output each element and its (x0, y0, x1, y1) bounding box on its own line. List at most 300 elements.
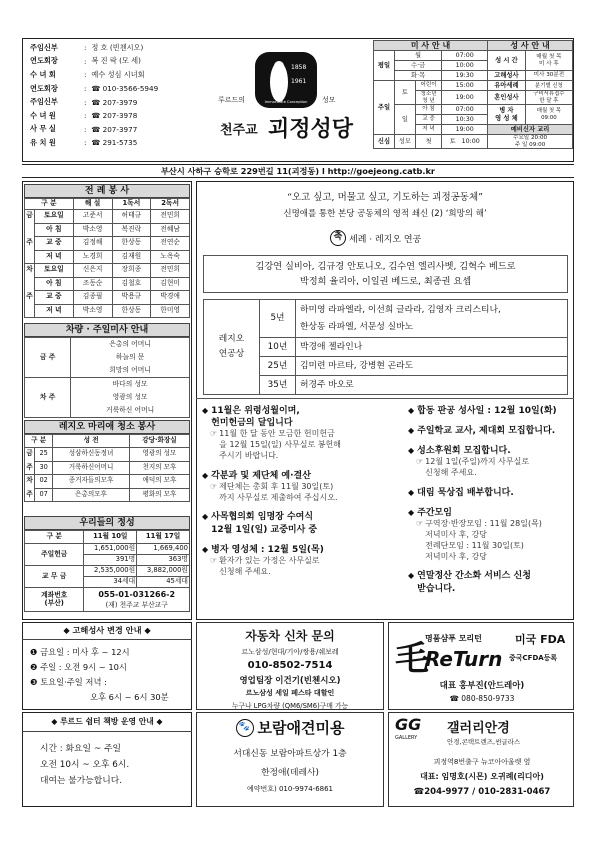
mass-row (374, 71, 573, 81)
sacrament-desc: 매월 첫 목 09:00 (525, 105, 572, 125)
staff-colon: : (84, 70, 87, 80)
cleaning-church: 은총의모후 (53, 488, 130, 502)
glasses-ad-rep: 대표: 임명호(시몬) 오귀례(리디아) (420, 772, 544, 781)
notice-item (408, 425, 572, 437)
offering-amount: 1,651,000원 (84, 544, 137, 555)
sunday-label: 주일 (374, 81, 395, 135)
liturgy-reader: 복진락 (112, 223, 151, 237)
notice-head (202, 544, 397, 556)
liturgy-reader: 박경애 (151, 291, 190, 305)
offering-count: 45세대 (137, 577, 190, 588)
glasses-ad (388, 712, 574, 807)
dog-icon: 🐾 (236, 719, 254, 737)
grooming-ad (196, 712, 384, 807)
hair-ad (388, 622, 574, 710)
notice-item (408, 405, 572, 417)
cleaning-group: 차 (25, 475, 35, 489)
grooming-ad-addr: 서대신동 보람아파트상가 1층 (233, 749, 347, 759)
diamond-bullet-icon: ◆ (202, 512, 209, 522)
liturgy-header: 구 분 (25, 199, 74, 210)
liturgy-reader: 장희종 (112, 264, 151, 278)
cleaning-date: 07 (35, 488, 53, 502)
vehicle-this-label: 금 주 (25, 338, 71, 378)
legio-table (203, 299, 568, 395)
notice-head (408, 425, 572, 437)
offering-row (25, 544, 190, 555)
hair-ad-phone: ☎ 080-850-9733 (449, 694, 515, 703)
notice-title: 사목협의회 임명장 수여식 12월 1일(일) 교중미사 중 (211, 512, 318, 535)
liturgy-group: 금 (25, 210, 35, 224)
legio-row (204, 300, 568, 338)
baptism-box (203, 255, 568, 293)
diamond-bullet-icon: ◆ (408, 406, 415, 415)
notice-title: 주간모임 (417, 508, 452, 519)
notice-title: 성소후원회 모집합니다. (417, 446, 511, 457)
church-logo (255, 52, 317, 108)
diamond-bullet-icon: ◆ (408, 571, 415, 581)
liturgy-header: 2독서 (151, 199, 190, 210)
hair-ad-rep: 대표 홍부진(안드레아) (439, 681, 525, 691)
notice-title: 대림 묵상집 배부합니다. (417, 488, 514, 499)
staff-row (30, 41, 205, 55)
notice-detail: 제단체는 총회 후 11월 30일(토) 까지 사무실로 제출하여 주십시오. (219, 481, 338, 502)
car-ad-note: 누구나 LPG차량 (QM6/SM6)구매 가능 (231, 702, 349, 710)
diamond-bullet-icon: ◆ (408, 508, 415, 518)
notice-item (408, 487, 572, 499)
sacrament-name: 혼인성사 (488, 91, 526, 105)
staff-value: ☎ 207-3978 (91, 111, 138, 121)
arrow-bullet-icon: ☞ (210, 429, 218, 439)
liturgy-group: 차 (25, 264, 35, 278)
liturgy-row (25, 250, 190, 264)
weekday-time: 10:00 (442, 61, 488, 71)
cleaning-section (24, 420, 190, 502)
staff-colon: : (84, 84, 87, 94)
mass-time: 07:00 (442, 105, 488, 115)
liturgy-group (25, 304, 35, 318)
liturgy-row (25, 237, 190, 251)
legio-names: 박경애 젤라인나 (296, 338, 568, 357)
notice-title: 각분과 및 제단체 예·결산 (211, 470, 311, 481)
notice-head (408, 570, 572, 594)
mass-row (374, 135, 573, 149)
legio-years: 10년 (260, 338, 296, 357)
cleaning-row (25, 475, 190, 489)
weekday-label: 평일 (374, 51, 395, 81)
legio-years: 5년 (260, 300, 296, 338)
car-ad-title: 자동차 신차 문의 (245, 629, 335, 643)
liturgy-header-row (25, 199, 190, 210)
notice-title: 병자 영성체 : 12월 5일(목) (211, 544, 324, 555)
liturgy-header: 해 설 (73, 199, 112, 210)
account-owner: (재) 천주교 부산교구 (105, 600, 168, 609)
staff-row (30, 68, 205, 82)
mass-name: 저 녁 (415, 125, 441, 135)
sacraments-title: 성 사 안 내 (488, 41, 573, 51)
staff-label: 연도회장 (30, 83, 58, 93)
cleaning-row (25, 488, 190, 502)
liturgy-group (25, 277, 35, 291)
vigil-time-cell (442, 135, 488, 149)
cleaning-group: 주 (25, 461, 35, 475)
liturgy-slot: 교 중 (35, 291, 74, 305)
notice-item (202, 544, 397, 578)
liturgy-reader: 노옥숙 (151, 250, 190, 264)
car-ad-person: 영업팀장 이건기(빈첸시오) (239, 676, 341, 686)
mass-time: 15:00 (442, 81, 488, 91)
hair-ad-fda: 미국 FDA (515, 633, 566, 646)
liturgy-reader: 김현미 (151, 277, 190, 291)
staff-label: 수 녀 회 (30, 69, 56, 79)
sacrament-name: 고해성사 (488, 71, 526, 81)
glasses-ad-phone: ☎204-9977 / 010-2831-0467 (413, 787, 551, 797)
confession-lines (30, 645, 190, 705)
vigil-label: 신심 (374, 135, 395, 149)
glasses-ad-addr: 괴정역8번출구 뉴코아아울렛 옆 (433, 758, 531, 766)
vehicle-title: 차량 · 주일미사 안내 (24, 323, 190, 337)
liturgy-group: 주 (25, 291, 35, 305)
diamond-bullet-icon: ◆ (408, 446, 415, 456)
liturgy-slot: 토요일 (35, 264, 74, 278)
vehicle-next-list (71, 378, 190, 418)
staff-value: ☎ 010-3566-5949 (91, 84, 159, 94)
liturgy-reader: 전민희 (151, 210, 190, 224)
congrats-title: 세례 · 레지오 연공 (349, 234, 422, 245)
cleaning-date: 30 (35, 461, 53, 475)
staff-value: ☎ 207-3979 (91, 97, 138, 107)
hair-ad-fda2: 중국CFDA등록 (509, 654, 558, 662)
sacrament-desc: 구비서류접수 한 달 후 (525, 91, 572, 105)
offering-title: 우리들의 정성 (24, 516, 190, 530)
library-line: 시간 : 화요일 ~ 주일 (40, 744, 122, 754)
notice-item (202, 511, 397, 535)
car-ad-company: 르노삼성 세일 페스타 대할인 (245, 689, 335, 697)
weekday-day: 월 (394, 51, 441, 61)
staff-row (30, 123, 205, 137)
sacrament-desc: 미사 30분전 (525, 71, 572, 81)
address-text: 부산시 사하구 승학로 229번길 11(괴정동) l http://goejeong.catb.kr (161, 166, 435, 176)
liturgy-reader: 한상동 (112, 237, 151, 251)
offering-header: 11월 17일 (137, 531, 190, 544)
liturgy-reader: 김정해 (73, 237, 112, 251)
legio-names: 김미련 마르타, 강병현 곤라도 (296, 357, 568, 376)
notice-sub-row (202, 482, 397, 504)
catechism-times: 수요일 20:00 주 일 09:00 (488, 135, 573, 149)
liturgy-row (25, 304, 190, 318)
motto-sub: 신명애를 통한 본당 공동체의 영적 쇄신 (2) ‘희망의 해’ (283, 209, 487, 219)
diamond-bullet-icon: ◆ (202, 406, 209, 415)
weekday-day: 수·금 (394, 61, 441, 71)
vehicle-group: 은총의 어머니 (109, 340, 151, 348)
cleaning-header: 구 분 (25, 435, 53, 448)
library-line: 오전 10시 ~ 오후 6시. (40, 760, 130, 770)
sacrament-desc: 분기별 신청 (525, 81, 572, 91)
offering-kind: 주일헌금 (25, 544, 84, 566)
cleaning-hall: 애덕의 모후 (129, 475, 189, 489)
mass-time: 19:00 (442, 91, 488, 105)
staff-value: ☎ 291-5735 (91, 138, 138, 148)
cleaning-header: 성 전 (53, 435, 130, 448)
liturgy-title: 전 례 봉 사 (24, 184, 190, 198)
mass-name: 어린이 (415, 81, 441, 91)
divider-line (196, 398, 574, 399)
notice-item (408, 507, 572, 562)
glasses-ad-name: 갤러리안경 (447, 721, 510, 736)
library-title: ◆ 루르드 쉼터 책방 운영 안내 ◆ (22, 716, 192, 732)
staff-value: 예수 성심 시녀회 (91, 69, 145, 79)
liturgy-slot: 저 녁 (35, 304, 74, 318)
liturgy-group (25, 250, 35, 264)
staff-row (30, 82, 205, 96)
confession-line: 오후 6시 ~ 6시 30분 (90, 692, 169, 702)
mass-name: 교 중 (415, 115, 441, 125)
staff-label: 사 무 실 (30, 124, 56, 134)
notice-head (408, 507, 572, 519)
church-name: 괴정성당 (268, 116, 354, 142)
legio-label: 레지오 연공상 (204, 300, 260, 395)
mass-row (374, 81, 573, 91)
cleaning-hall: 영광의 성모 (129, 448, 189, 462)
liturgy-row (25, 210, 190, 224)
staff-value: ☎ 207-3977 (91, 124, 138, 134)
notice-head (202, 405, 397, 429)
cleaning-title: 레지오 마리애 청소 봉사 (24, 420, 190, 434)
logo-caption: Immaculate Conception (264, 100, 308, 104)
car-ad-brands: 르노삼성/현대/기아/쌍용/쉐보레 (241, 648, 339, 656)
cleaning-church: 종거자들의모후 (53, 475, 130, 489)
liturgy-section (24, 184, 190, 318)
notice-item (408, 570, 572, 594)
vehicle-group: 영광의 성모 (112, 393, 148, 401)
logo-year-bottom: 1961 (291, 78, 307, 85)
liturgy-reader: 한상동 (112, 304, 151, 318)
mass-name: 아 침 (415, 105, 441, 115)
staff-colon: : (84, 124, 87, 134)
diamond-bullet-icon: ◆ (408, 488, 415, 498)
mass-time: 10:30 (442, 115, 488, 125)
notice-title: 연말정산 간소화 서비스 신청 받습니다. (417, 571, 531, 594)
liturgy-reader: 박소영 (73, 223, 112, 237)
diamond-bullet-icon: ◆ (202, 544, 209, 554)
liturgy-reader: 허태규 (112, 210, 151, 224)
staff-colon: : (84, 56, 87, 66)
notice-sub-row (202, 429, 397, 461)
car-ad-phone: 010-8502-7514 (247, 660, 333, 671)
mass-row (374, 105, 573, 115)
hair-ad-brand: ReTurn (425, 647, 503, 671)
library-line: 대여는 불가능합니다. (40, 776, 123, 786)
vehicle-next-label: 차 주 (25, 378, 71, 418)
liturgy-reader: 김종필 (73, 291, 112, 305)
legio-years: 35년 (260, 376, 296, 395)
notice-sub-row (408, 457, 572, 479)
liturgy-row (25, 264, 190, 278)
diamond-bullet-icon: ◆ (408, 426, 415, 436)
congrats-seal-icon: 축 (330, 230, 346, 246)
offering-amount: 2,535,000원 (84, 566, 137, 577)
notice-head (408, 487, 572, 499)
liturgy-row (25, 291, 190, 305)
notice-head (408, 405, 572, 417)
liturgy-reader: 고준서 (73, 210, 112, 224)
offering-kind: 교 무 금 (25, 566, 84, 588)
glasses-ad-items: 안경,콘택트렌즈,썬글라스 (447, 738, 521, 746)
weekday-time: 19:30 (442, 71, 488, 81)
vigil-time: 10:00 (461, 138, 480, 146)
congrats-heading (330, 230, 421, 246)
confession-line: ❸ 토요일·주일 저녁 : (30, 677, 107, 687)
arrow-bullet-icon: ☞ (416, 519, 424, 529)
liturgy-reader: 조동순 (73, 277, 112, 291)
staff-label: 연도회장 (30, 56, 58, 66)
vigil-c: 토 (449, 138, 456, 146)
liturgy-reader: 김재원 (112, 250, 151, 264)
cleaning-row (25, 448, 190, 462)
offering-header: 11월 10일 (84, 531, 137, 544)
staff-colon: : (84, 111, 87, 121)
liturgy-reader: 신은지 (73, 264, 112, 278)
address-bar (22, 164, 574, 178)
motto-quote: “오고 싶고, 머물고 싶고, 기도하는 괴정공동체” (286, 192, 484, 203)
cleaning-row (25, 461, 190, 475)
glasses-ad-gallery: GALLERY (395, 735, 418, 741)
notices-left (202, 405, 397, 585)
cleaning-hall: 평화의 모후 (129, 488, 189, 502)
arrow-bullet-icon: ☞ (210, 481, 218, 491)
liturgy-group: 주 (25, 237, 35, 251)
vehicle-this-list (71, 338, 190, 378)
notice-title: 주일학교 교사, 제대회 모집합니다. (417, 426, 556, 437)
hair-ad-logo: 毛 (395, 639, 429, 679)
notice-title: 11월은 위령성월이며, 헌미헌금의 달입니다 (211, 406, 300, 429)
grooming-ad-phone: 예약번호) 010-9974-6861 (246, 785, 334, 793)
vehicle-group: 희망의 어머니 (109, 366, 151, 374)
offering-count: 363명 (137, 555, 190, 566)
staff-label: 주임신부 (30, 42, 58, 52)
staff-row (30, 55, 205, 69)
mass-name: 청소년 청 년 (415, 91, 441, 105)
mass-schedule (373, 40, 573, 149)
sacrament-name: 병 자 영 성 체 (488, 105, 526, 125)
grooming-ad-owner: 한정애(데레사) (261, 768, 319, 778)
staff-value: 정 호 (빈첸시오) (91, 42, 144, 52)
liturgy-reader: 전연순 (151, 237, 190, 251)
staff-row (30, 95, 205, 109)
vigil-b: 첫 (415, 135, 441, 149)
sacrament-name: 예비신자 교리 (488, 125, 573, 135)
cleaning-header: 강당·화장실 (129, 435, 189, 448)
notice-sub-row (202, 556, 397, 578)
mass-row (374, 51, 573, 61)
staff-row (30, 109, 205, 123)
liturgy-slot: 교 중 (35, 237, 74, 251)
glasses-ad-logo: GG (395, 715, 422, 734)
diamond-bullet-icon: ◆ (202, 470, 209, 480)
staff-row (30, 136, 205, 150)
vehicle-group: 바다의 성모 (112, 380, 148, 388)
saturday-label: 토 (394, 81, 415, 105)
staff-colon: : (84, 43, 87, 53)
account-label: 계좌번호 (부산) (25, 588, 84, 612)
mass-time: 19:00 (442, 125, 488, 135)
sun-label: 일 (394, 105, 415, 135)
confession-line: ❷ 주일 : 오전 9시 ~ 10시 (30, 662, 127, 672)
cleaning-group: 주 (25, 488, 35, 502)
cleaning-group: 금 (25, 448, 35, 462)
staff-colon: : (84, 97, 87, 107)
baptism-names: 김강연 실비아, 김규경 안토니오, 김수연 엘리사벳, 김혁수 베드로 박정희 율리아, 이일권 베드로, 최종권 요셉 (255, 261, 516, 287)
notice-title: 합동 판공 성사일 : 12월 10일(화) (417, 406, 557, 416)
vehicle-section (24, 323, 190, 418)
vehicle-group: 하늘의 문 (115, 353, 145, 361)
liturgy-reader: 한미영 (151, 304, 190, 318)
cleaning-church: 거룩하신어머니 (53, 461, 130, 475)
vigil-a: 성모 (394, 135, 415, 149)
staff-list (30, 41, 205, 150)
cleaning-date: 25 (35, 448, 53, 462)
notice-head (202, 511, 397, 535)
offering-header: 구 분 (25, 531, 84, 544)
sacrament-name: 유아세례 (488, 81, 526, 91)
liturgy-reader: 전혜남 (151, 223, 190, 237)
vehicle-group: 거룩하신 어머니 (106, 406, 155, 414)
liturgy-slot: 아 침 (35, 277, 74, 291)
cleaning-header-row (25, 435, 190, 448)
notice-detail: 구역장·반장모임 : 11월 28일(목) 저녁미사 후, 강당 전례단모임 : 11월 30일(토) 저녁미사 후, 강당 (425, 519, 542, 561)
notice-detail: 환자가 있는 가정은 사무실로 신청해 주세요. (219, 555, 320, 576)
liturgy-slot: 아 침 (35, 223, 74, 237)
liturgy-reader: 박소영 (73, 304, 112, 318)
church-prefix: 천주교 (220, 123, 258, 138)
offering-count: 34세대 (84, 577, 137, 588)
account-info (84, 588, 190, 612)
logo-lourdes: 루르드의 (218, 96, 246, 104)
liturgy-reader: 전민희 (151, 264, 190, 278)
sacrament-name: 성 시 간 (488, 51, 526, 71)
logo-year-top: 1858 (291, 64, 307, 71)
mass-title: 미 사 안 내 (374, 41, 488, 51)
notice-head (408, 445, 572, 457)
liturgy-reader: 노경희 (73, 250, 112, 264)
liturgy-reader: 박용규 (112, 291, 151, 305)
liturgy-group (25, 223, 35, 237)
notice-detail: 11월 한 달 동안 모금한 헌미헌금 을 12월 15일(일) 사무실로 봉헌해 주시기 바랍니다. (219, 429, 341, 460)
offering-count: 391명 (84, 555, 137, 566)
offering-amount: 1,669,400 (137, 544, 190, 555)
grooming-ad-header (197, 717, 383, 738)
arrow-bullet-icon: ☞ (210, 555, 218, 565)
offering-section (24, 516, 190, 612)
liturgy-reader: 김철호 (112, 277, 151, 291)
offering-header-row (25, 531, 190, 544)
staff-colon: : (84, 138, 87, 148)
cleaning-church: 성삼하신동정녀 (53, 448, 130, 462)
notice-item (202, 405, 397, 462)
confession-line: ❶ 금요일 : 미사 후 ~ 12시 (30, 647, 130, 657)
notice-head (202, 470, 397, 482)
liturgy-slot: 저 녁 (35, 250, 74, 264)
arrow-bullet-icon: ☞ (416, 457, 424, 467)
offering-row (25, 566, 190, 577)
notice-item (408, 445, 572, 479)
legio-names: 하미영 라파엘라, 이선희 글라라, 김영자 크리스티나, 한상동 라파엘, 서문성 실바노 (296, 300, 568, 338)
staff-label: 수 녀 원 (30, 110, 56, 120)
account-number: 055-01-031266-2 (98, 589, 176, 599)
legio-names: 허경주 바오로 (296, 376, 568, 395)
staff-value: 복 진 락 (모 세) (91, 56, 141, 66)
offering-amount: 3,882,000원 (137, 566, 190, 577)
legio-years: 25년 (260, 357, 296, 376)
